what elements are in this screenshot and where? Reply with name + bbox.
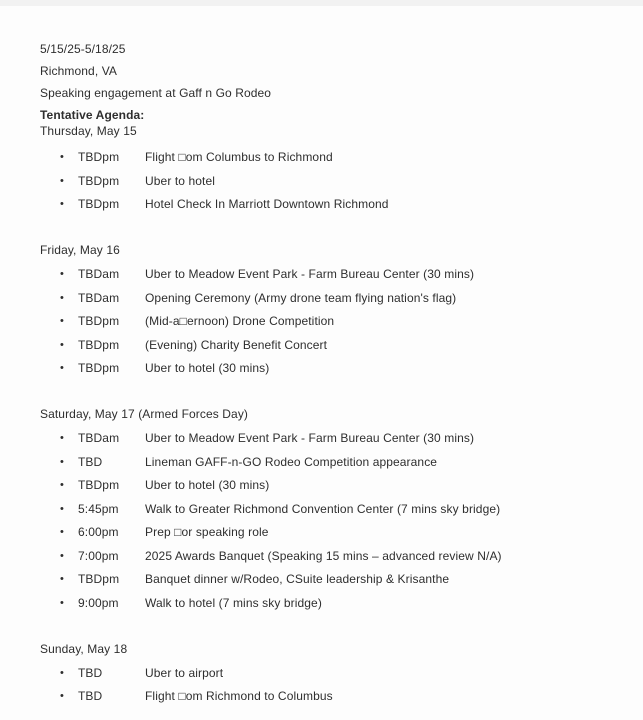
section-thursday: [40, 123, 613, 212]
agenda-item: [40, 149, 613, 165]
bullet-icon: •: [60, 502, 64, 515]
item-desc: Banquet dinner w/Rodeo, CSuite leadership & Krisanthe: [145, 572, 450, 586]
item-time: TBDpm: [78, 314, 120, 328]
agenda-item: [40, 501, 613, 517]
agenda-item: [40, 196, 613, 212]
item-desc: (Mid-a□ernoon) Drone Competition: [145, 314, 335, 328]
item-time: TBDpm: [78, 337, 120, 352]
item-time: TBD: [78, 665, 103, 680]
item-desc: Walk to hotel (7 mins sky bridge): [145, 595, 322, 610]
bullet-icon: •: [60, 573, 64, 585]
item-time: TBDpm: [78, 197, 120, 211]
item-desc: Uber to hotel: [145, 173, 216, 188]
item-time: 9:00pm: [78, 595, 119, 610]
section-friday: [40, 242, 613, 376]
item-desc: Prep □or speaking role: [145, 525, 269, 539]
bullet-icon: •: [60, 432, 64, 444]
agenda-item: [40, 290, 613, 306]
item-desc: Lineman GAFF-n-GO Rodeo Competition appearance: [145, 454, 438, 469]
item-time: 7:00pm: [78, 548, 119, 563]
item-desc: Uber to Meadow Event Park - Farm Bureau Center (30 mins): [145, 267, 475, 281]
item-time: TBDpm: [78, 150, 120, 164]
agenda-item: [40, 266, 613, 282]
bullet-icon: •: [60, 690, 64, 702]
section-heading: Saturday, May 17 (Armed Forces Day): [40, 407, 249, 421]
agenda-item: [40, 595, 613, 611]
item-time: 6:00pm: [78, 525, 119, 539]
agenda-item: [40, 173, 613, 189]
agenda-item: [40, 454, 613, 470]
agenda-item: [40, 337, 613, 353]
bullet-list: [40, 665, 613, 705]
agenda-label: Tentative Agenda:: [40, 108, 145, 122]
agenda-item: [40, 548, 613, 564]
agenda-item: [40, 430, 613, 446]
item-desc: 2025 Awards Banquet (Speaking 15 mins – advanced review N/A): [145, 548, 502, 563]
bullet-list: [40, 149, 613, 212]
bullet-icon: •: [60, 151, 64, 163]
bullet-icon: •: [60, 338, 64, 351]
bullet-icon: •: [60, 455, 64, 468]
bullet-icon: •: [60, 198, 64, 210]
item-desc: (Evening) Charity Benefit Concert: [145, 337, 328, 352]
agenda-item: [40, 571, 613, 587]
item-desc: Opening Ceremony (Army drone team flying nation's flag): [145, 290, 457, 305]
bullet-icon: •: [60, 268, 64, 280]
item-desc: Hotel Check In Marriott Downtown Richmond: [145, 197, 389, 211]
item-time: 5:45pm: [78, 501, 119, 516]
section-heading: Friday, May 16: [40, 243, 120, 257]
item-time: TBDpm: [78, 572, 120, 586]
item-time: TBDam: [78, 267, 120, 281]
bullet-icon: •: [60, 596, 64, 609]
agenda-item: [40, 313, 613, 329]
item-desc: Uber to airport: [145, 665, 224, 680]
agenda-item: [40, 477, 613, 493]
item-time: TBDpm: [78, 173, 120, 188]
date-range: 5/15/25-5/18/25: [40, 42, 126, 56]
item-desc: Uber to hotel (30 mins): [145, 478, 270, 492]
item-desc: Uber to Meadow Event Park - Farm Bureau Center (30 mins): [145, 431, 475, 445]
bullet-list: [40, 430, 613, 611]
bullet-icon: •: [60, 479, 64, 491]
bullet-icon: •: [60, 666, 64, 679]
bullet-icon: •: [60, 291, 64, 304]
item-time: TBDpm: [78, 361, 120, 375]
bullet-icon: •: [60, 549, 64, 562]
item-time: TBD: [78, 689, 103, 703]
item-time: TBDam: [78, 290, 120, 305]
location: Richmond, VA: [40, 64, 118, 78]
section-saturday: [40, 406, 613, 611]
agenda-item: [40, 524, 613, 540]
item-time: TBDpm: [78, 478, 120, 492]
trip-description: Speaking engagement at Gaff n Go Rodeo: [40, 86, 272, 100]
section-heading: Thursday, May 15: [40, 124, 137, 138]
bullet-icon: •: [60, 362, 64, 374]
item-desc: Flight □om Columbus to Richmond: [145, 150, 333, 164]
item-desc: Flight □om Richmond to Columbus: [145, 689, 333, 703]
bullet-icon: •: [60, 526, 64, 538]
bullet-icon: •: [60, 315, 64, 327]
agenda-item: [40, 688, 613, 704]
item-time: TBD: [78, 454, 103, 469]
agenda-item: [40, 665, 613, 681]
item-desc: Uber to hotel (30 mins): [145, 361, 270, 375]
bullet-icon: •: [60, 174, 64, 187]
agenda-item: [40, 360, 613, 376]
section-heading: Sunday, May 18: [40, 641, 128, 656]
section-sunday: [40, 641, 613, 705]
item-time: TBDam: [78, 431, 120, 445]
bullet-list: [40, 266, 613, 376]
item-desc: Walk to Greater Richmond Convention Center (7 mins sky bridge): [145, 501, 501, 516]
